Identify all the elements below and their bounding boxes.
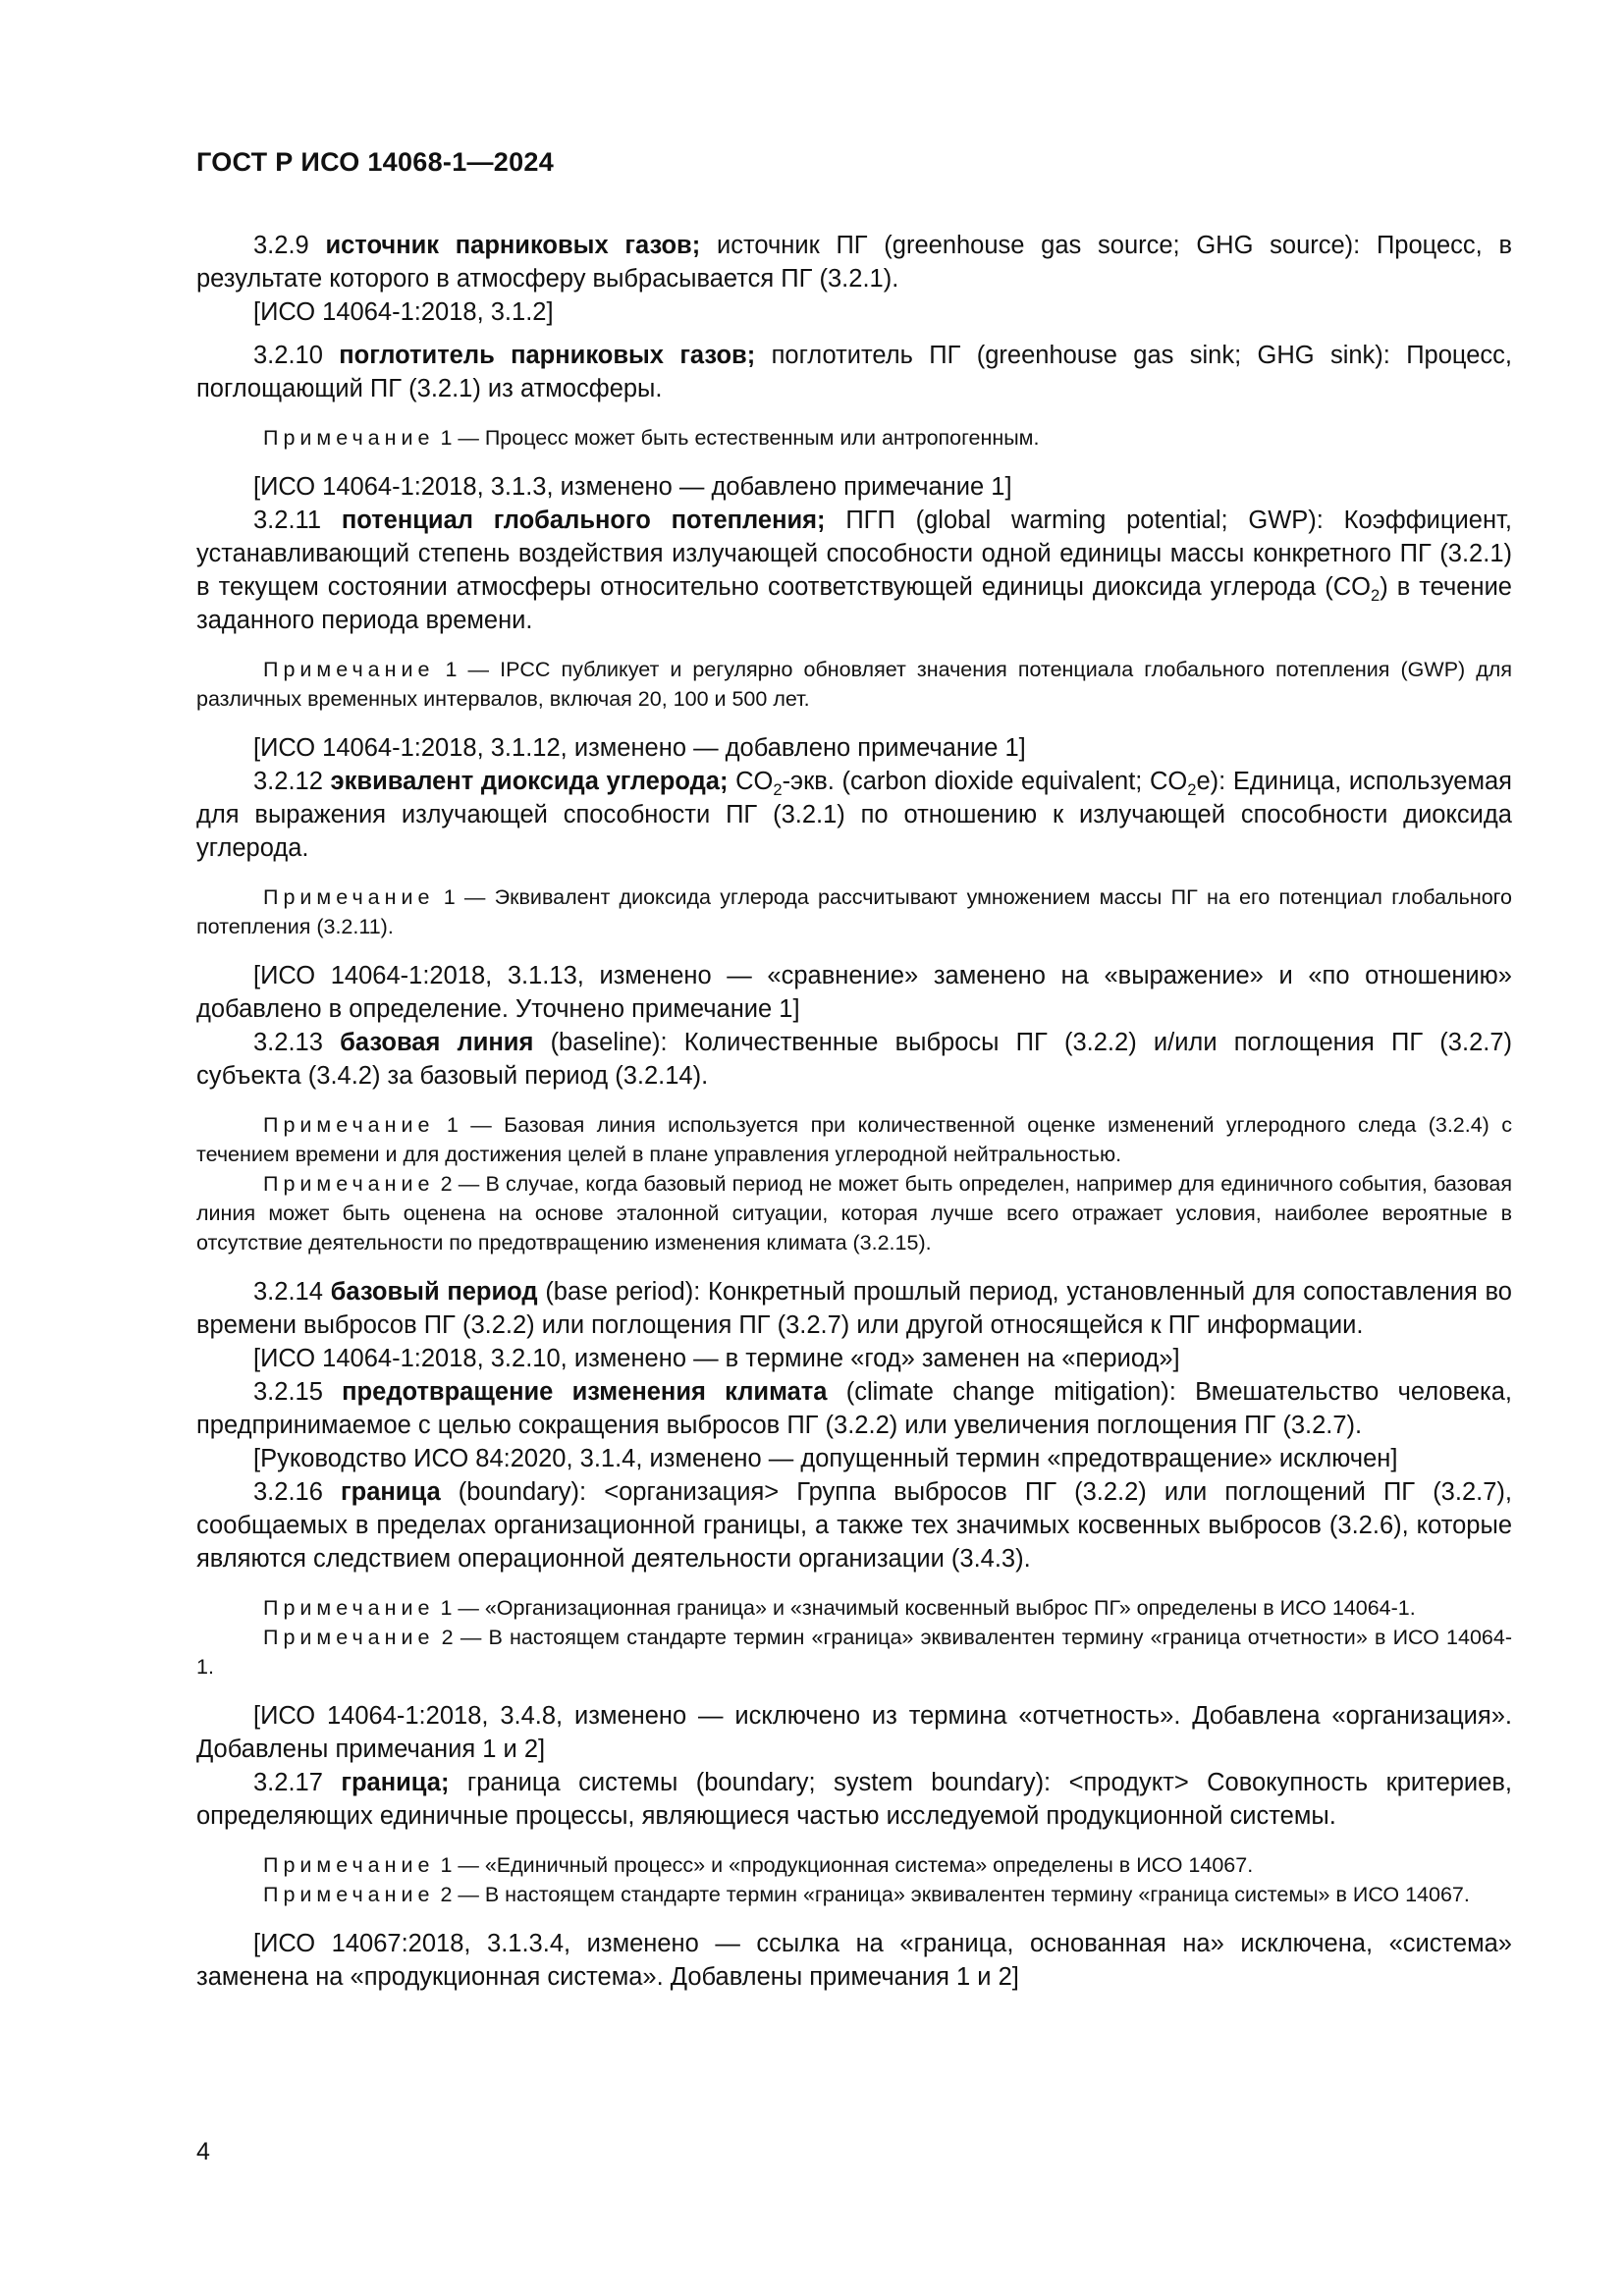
note-label: Примечание [263,885,435,909]
note-text: 1 — Эквивалент диоксида углерода рассчитывают умножением массы ПГ на его потенциал глобального потепления (3.2.11). [196,885,1512,938]
note-text: 2 — В случае, когда базовый период не может быть определен, например для единичного события, базовая линия может быть оценена на основе эталонной ситуации, которая лучше всего отражает условия, наиболее вероятные в отсутствие деятельности по предотвращению изменения климата (3.2.15). [196,1172,1512,1255]
term-3-2-17-note-2 [196,1880,1512,1909]
term-name: граница [341,1478,441,1506]
note-label: Примечание [263,1626,435,1649]
note-label: Примечание [263,658,435,681]
term-number: 3.2.14 [253,1278,323,1306]
term-number: 3.2.12 [253,768,323,795]
term-3-2-9-reference: [ИСО 14064-1:2018, 3.1.2] [253,298,554,326]
note-label: Примечание [263,1883,435,1906]
term-3-2-13-note-1 [196,1110,1512,1169]
note-label: Примечание [263,1113,435,1137]
term-number: 3.2.13 [253,1029,323,1056]
term-3-2-10-reference: [ИСО 14064-1:2018, 3.1.3, изменено — добавлено примечание 1] [253,473,1012,501]
term-3-2-13 [196,1026,1512,1093]
note-text: 1 — «Единичный процесс» и «продукционная система» определены в ИСО 14067. [440,1853,1254,1877]
note-text: 2 — В настоящем стандарте термин «граница» эквивалентен термину «граница отчетности» в ИСО 14064-1. [196,1626,1512,1679]
term-definition: (climate change mitigation): Вмешательство человека, предпринимаемое с целью сокращения выбросов ПГ (3.2.2) или увеличения поглощения ПГ (3.2.7). [196,1378,1512,1439]
term-definition-part: -экв. (carbon dioxide equivalent; CO [782,768,1188,795]
term-definition: граница системы (boundary; system boundary): <продукт> Совокупность критериев, определяющих единичные процессы, являющиеся частью исследуемой продукционной системы. [196,1769,1512,1830]
term-3-2-17-reference: [ИСО 14067:2018, 3.1.3.4, изменено — ссылка на «граница, основанная на» исключена, «система» заменена на «продукционная система». Добавлены примечания 1 и 2] [196,1930,1512,1991]
note-text: 1 — Базовая линия используется при количественной оценке изменений углеродного следа (3.2.4) с течением времени и для достижения целей в плане управления углеродной нейтральностью. [196,1113,1512,1166]
term-3-2-10-note-1 [196,423,1512,453]
term-name: источник парниковых газов; [325,232,701,259]
term-definition: ПГП (global warming potential; GWP): Коэффициент, устанавливающий степень воздействия излучающей способности одной единицы массы конкретного ПГ (3.2.1) в текущем состоянии атмосферы относительно соответствующей единицы диоксида углерода (CO [196,507,1512,601]
term-definition: (base period): Конкретный прошлый период, установленный для сопоставления во времени выбросов ПГ (3.2.2) или поглощения ПГ (3.2.7) или другой относящейся к ПГ информации. [196,1278,1512,1339]
term-3-2-12 [196,765,1512,865]
note-text: 1 — Процесс может быть естественным или антропогенным. [440,426,1040,450]
subscript: 2 [773,780,783,799]
term-3-2-9 [196,229,1512,295]
term-3-2-16-reference: [ИСО 14064-1:2018, 3.4.8, изменено — исключено из термина «отчетность». Добавлена «организация». Добавлены примечания 1 и 2] [196,1702,1512,1763]
document-body [196,229,1512,1994]
term-number: 3.2.16 [253,1478,323,1506]
term-3-2-15 [196,1375,1512,1442]
term-3-2-15-reference: [Руководство ИСО 84:2020, 3.1.4, изменено — допущенный термин «предотвращение» исключен] [253,1445,1398,1472]
note-label: Примечание [263,1596,435,1620]
note-label: Примечание [263,1853,435,1877]
page-number: 4 [196,2138,210,2165]
term-3-2-11-note-1 [196,655,1512,714]
term-3-2-12-reference: [ИСО 14064-1:2018, 3.1.13, изменено — «сравнение» заменено на «выражение» и «по отношению» добавлено в определение. Уточнено примечание 1] [196,962,1512,1023]
term-3-2-13-note-2 [196,1169,1512,1257]
term-3-2-16-note-2 [196,1623,1512,1682]
term-definition-end: ) в течение заданного периода времени. [196,573,1512,634]
term-name: базовый период [330,1278,538,1306]
term-definition: поглотитель ПГ (greenhouse gas sink; GHG sink): Процесс, поглощающий ПГ (3.2.1) из атмосферы. [196,342,1512,402]
term-3-2-17 [196,1766,1512,1833]
term-3-2-10 [196,339,1512,405]
term-3-2-12-note-1 [196,882,1512,941]
term-number: 3.2.15 [253,1378,323,1406]
note-label: Примечание [263,1172,435,1196]
note-text: 1 — «Организационная граница» и «значимый косвенный выброс ПГ» определены в ИСО 14064-1. [440,1596,1416,1620]
term-definition-end: e): Единица, используемая для выражения излучающей способности ПГ (3.2.1) по отношению к излучающей способности диоксида углерода. [196,768,1512,862]
subscript: 2 [1370,586,1380,605]
term-3-2-14-reference: [ИСО 14064-1:2018, 3.2.10, изменено — в термине «год» заменен на «период»] [253,1345,1180,1372]
term-definition: (boundary): <организация> Группа выбросов ПГ (3.2.2) или поглощений ПГ (3.2.7), сообщаемых в пределах организационной границы, а также тех значимых косвенных выбросов (3.2.6), которые являются следствием операционной деятельности организации (3.4.3). [196,1478,1512,1573]
term-3-2-16 [196,1475,1512,1575]
term-definition: источник ПГ (greenhouse gas source; GHG source): Процесс, в результате которого в атмосферу выбрасывается ПГ (3.2.1). [196,232,1512,293]
term-definition: CO [735,768,774,795]
term-3-2-14 [196,1275,1512,1342]
term-3-2-17-note-1 [196,1850,1512,1880]
page-header-title: ГОСТ Р ИСО 14068-1—2024 [196,147,555,177]
term-name: граница; [341,1769,450,1796]
term-number: 3.2.9 [253,232,309,259]
term-3-2-11 [196,504,1512,637]
term-name: предотвращение изменения климата [342,1378,828,1406]
note-text: 2 — В настоящем стандарте термин «граница» эквивалентен термину «граница системы» в ИСО 14067. [440,1883,1470,1906]
term-number: 3.2.11 [253,507,322,534]
term-definition: (baseline): Количественные выбросы ПГ (3.2.2) и/или поглощения ПГ (3.2.7) субъекта (3.4.2) за базовый период (3.2.14). [196,1029,1513,1090]
term-name: потенциал глобального потепления; [341,507,826,534]
note-text: 1 — IPCC публикует и регулярно обновляет значения потенциала глобального потепления (GWP) для различных временных интервалов, включая 20, 100 и 500 лет. [196,658,1512,711]
term-name: базовая линия [340,1029,534,1056]
subscript: 2 [1187,780,1197,799]
term-name: эквивалент диоксида углерода; [330,768,729,795]
term-number: 3.2.17 [253,1769,323,1796]
term-name: поглотитель парниковых газов; [339,342,756,369]
term-3-2-16-note-1 [196,1593,1512,1623]
note-label: Примечание [263,426,435,450]
term-3-2-11-reference: [ИСО 14064-1:2018, 3.1.12, изменено — добавлено примечание 1] [253,734,1026,762]
term-number: 3.2.10 [253,342,323,369]
